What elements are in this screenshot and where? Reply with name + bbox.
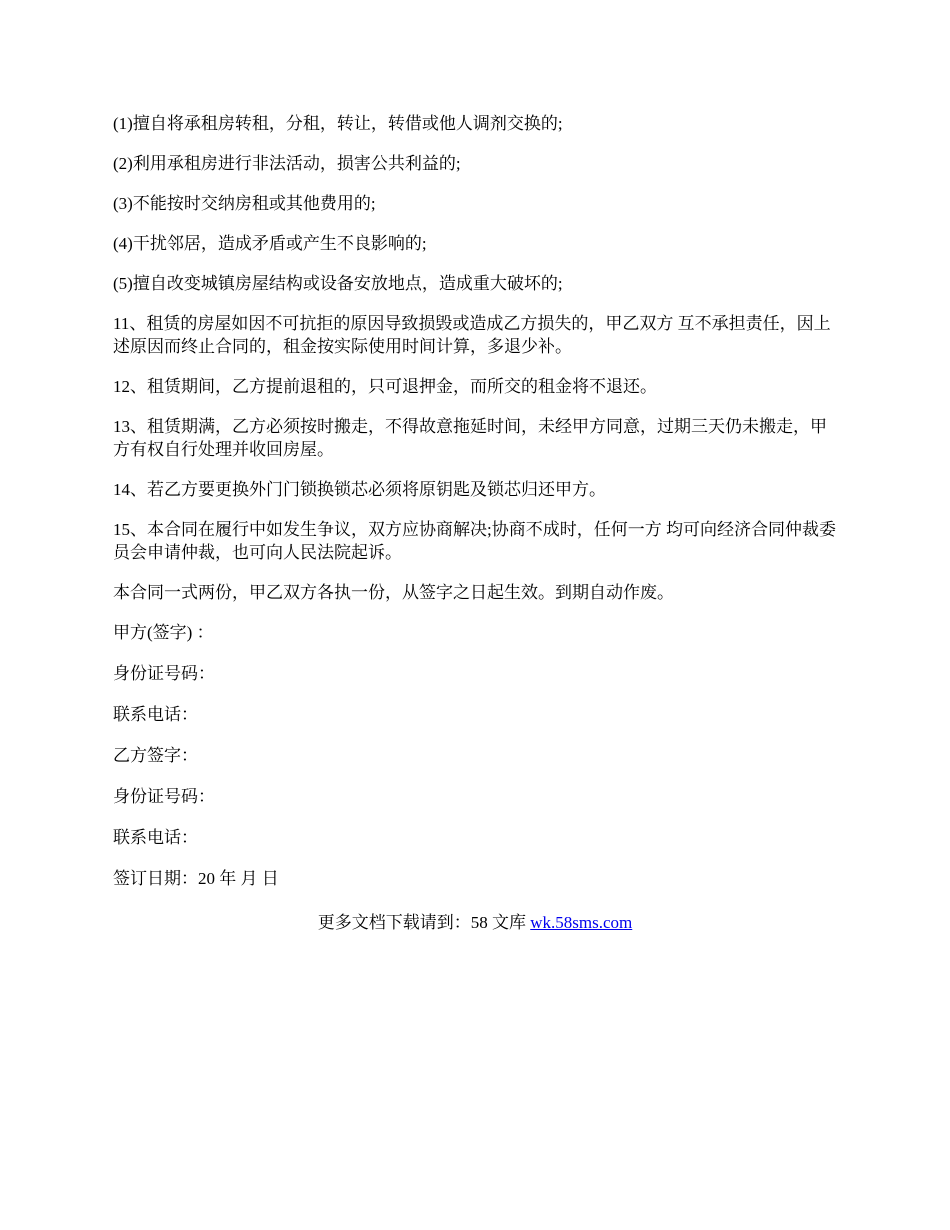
clause-11: 11、租赁的房屋如因不可抗拒的原因导致损毁或造成乙方损失的，甲乙双方 互不承担责任，因上述原因而终止合同的，租金按实际使用时间计算，多退少补。 [113, 314, 831, 356]
contract-copies-note: 本合同一式两份，甲乙双方各执一份，从签字之日起生效。到期自动作废。 [113, 583, 674, 602]
party-b-signature-label: 乙方签字： [113, 746, 198, 765]
party-a-id-label: 身份证号码： [113, 664, 215, 683]
party-a-phone-label: 联系电话： [113, 705, 198, 724]
clause-item-4: (4)干扰邻居，造成矛盾或产生不良影响的; [113, 234, 427, 253]
footer-text: 更多文档下载请到：58 文库 [317, 913, 531, 932]
clause-13: 13、租赁期满，乙方必须按时搬走，不得故意拖延时间，未经甲方同意，过期三天仍未搬走，甲方有权自行处理并收回房屋。 [113, 417, 827, 459]
document-body [113, 112, 843, 908]
clause-item-3: (3)不能按时交纳房租或其他费用的; [113, 194, 376, 213]
clause-12: 12、租赁期间，乙方提前退租的，只可退押金，而所交的租金将不退还。 [113, 377, 657, 396]
clause-item-1: (1)擅自将承租房转租，分租，转让，转借或他人调剂交换的; [113, 114, 563, 133]
clause-item-5: (5)擅自改变城镇房屋结构或设备安放地点，造成重大破坏的; [113, 274, 563, 293]
clause-14: 14、若乙方要更换外门门锁换锁芯必须将原钥匙及锁芯归还甲方。 [113, 480, 606, 499]
party-b-id-label: 身份证号码： [113, 787, 215, 806]
download-footer [0, 911, 950, 934]
signing-date-label: 签订日期：20 年 月 日 [113, 869, 279, 888]
clause-item-2: (2)利用承租房进行非法活动，损害公共利益的; [113, 154, 461, 173]
party-b-phone-label: 联系电话： [113, 828, 198, 847]
clause-15: 15、本合同在履行中如发生争议，双方应协商解决;协商不成时，任何一方 均可向经济合同仲裁委员会申请仲裁，也可向人民法院起诉。 [113, 520, 836, 562]
party-a-signature-label: 甲方(签字) ： [113, 623, 214, 642]
footer-link[interactable]: wk.58sms.com [530, 913, 633, 932]
